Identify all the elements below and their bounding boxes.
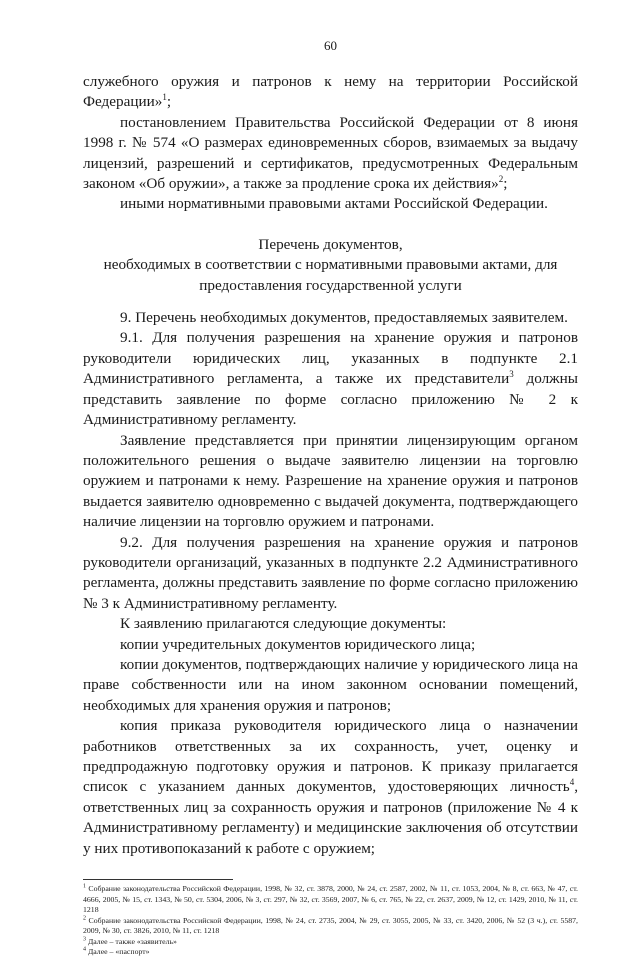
- footnote-ref[interactable]: 2: [498, 173, 504, 184]
- footnote: $^3$ Далее – также «заявитель»: [83, 935, 177, 946]
- paragraph-other-acts: иными нормативными правовыми актами Российской Федерации.: [120, 195, 548, 213]
- paragraph-item-9-2: 9.2. Для получения разрешения на хранение оружия и патронов руководители организаций, указанных в подпункте 2.2 Административного регламента, должны представить заявление по форме согласно приложению № 3 к Административному регламенту.: [83, 533, 578, 612]
- footnote-ref[interactable]: 4: [569, 777, 575, 788]
- footnote-ref[interactable]: 1: [162, 92, 167, 103]
- list-item: копии документов, подтверждающих наличие у юридического лица на праве собственности или на ином законном основании помещений, необходимых для хранения оружия и патронов;: [83, 655, 578, 714]
- footnote: $^1$ Собрание законодательства Российской Федерации, 1998, № 32, ст. 3878, 2000, № 24, ст. 2587, 2002, № 11, ст. 1053, 2004, № 8, ст. 663, № 47, ст. 4666, 2005, № 15, ст. 1343, № 50, ст. 5304, 2006, № 3, ст. 297, № 32, ст. 3569, 2007, № 6, ст. 765, № 22, ст. 2637, 2009, № 12, ст. 1429, 2010, № 11, ст. 1218: [83, 883, 578, 915]
- paragraph-decree: постановлением Правительства Российской Федерации от 8 июня 1998 г. № 574 «О размерах единовременных сборов, взимаемых за выдачу лицензий, разрешений и сертификатов, предусмотренных Федеральным законом «Об оружии», а также за продление срока их действия»$^2$;: [83, 113, 578, 193]
- footnote-ref[interactable]: 3: [509, 369, 514, 380]
- section-heading-line2: необходимых в соответствии с нормативными правовыми актами, для предоставления государственной услуги: [103, 256, 558, 294]
- page-number: 60: [324, 38, 337, 53]
- paragraph-item-9: 9. Перечень необходимых документов, предоставляемых заявителем.: [120, 309, 568, 327]
- footnote-divider: [83, 879, 233, 880]
- paragraph-continuation: служебного оружия и патронов к нему на территории Российской Федерации»$^1$;: [83, 73, 578, 111]
- document-body: [83, 72, 578, 859]
- footnote: $^2$ Собрание законодательства Российской Федерации, 1998, № 24, ст. 2735, 2004, № 29, ст. 3055, 2005, № 33, ст. 3420, 2006, № 52 (3 ч.), ст. 5587, 2009, № 30, ст. 3826, 2010, № 11, ст. 1218: [83, 914, 578, 936]
- footnote: $^4$ Далее – «паспорт»: [83, 946, 150, 957]
- footnotes: [83, 884, 578, 958]
- paragraph-application: Заявление представляется при принятии лицензирующим органом положительного решения о выдаче заявителю лицензии на торговлю оружием и патронами к нему. Разрешение на хранение оружия и патронов выдается заявителю одновременно с выдачей документа, подтверждающего наличие лицензии на торговлю оружием и патронами.: [83, 431, 578, 531]
- list-item: копия приказа руководителя юридического лица о назначении работников ответственных за их сохранность, учет, оценку и предпродажную подготовку оружия и патронов. К приказу прилагается список с указанием данных документов, удостоверяющих личность$^4$, ответственных лиц за сохранность оружия и патронов (приложение № 4 к Административному регламенту) и медицинские заключения об отсутствии у них противопоказаний к работе с оружием;: [83, 717, 578, 857]
- paragraph-attachments-intro: К заявлению прилагаются следующие документы:: [120, 615, 447, 633]
- paragraph-item-9-1: 9.1. Для получения разрешения на хранение оружия и патронов руководители юридических лиц, указанных в подпункте 2.1 Административного регламента, а также их представители$^3$ должны представить заявление по форме согласно приложению № 2 к Административному регламенту.: [83, 329, 578, 429]
- section-heading-line1: Перечень документов,: [258, 235, 403, 253]
- list-item: копии учредительных документов юридического лица;: [120, 635, 476, 653]
